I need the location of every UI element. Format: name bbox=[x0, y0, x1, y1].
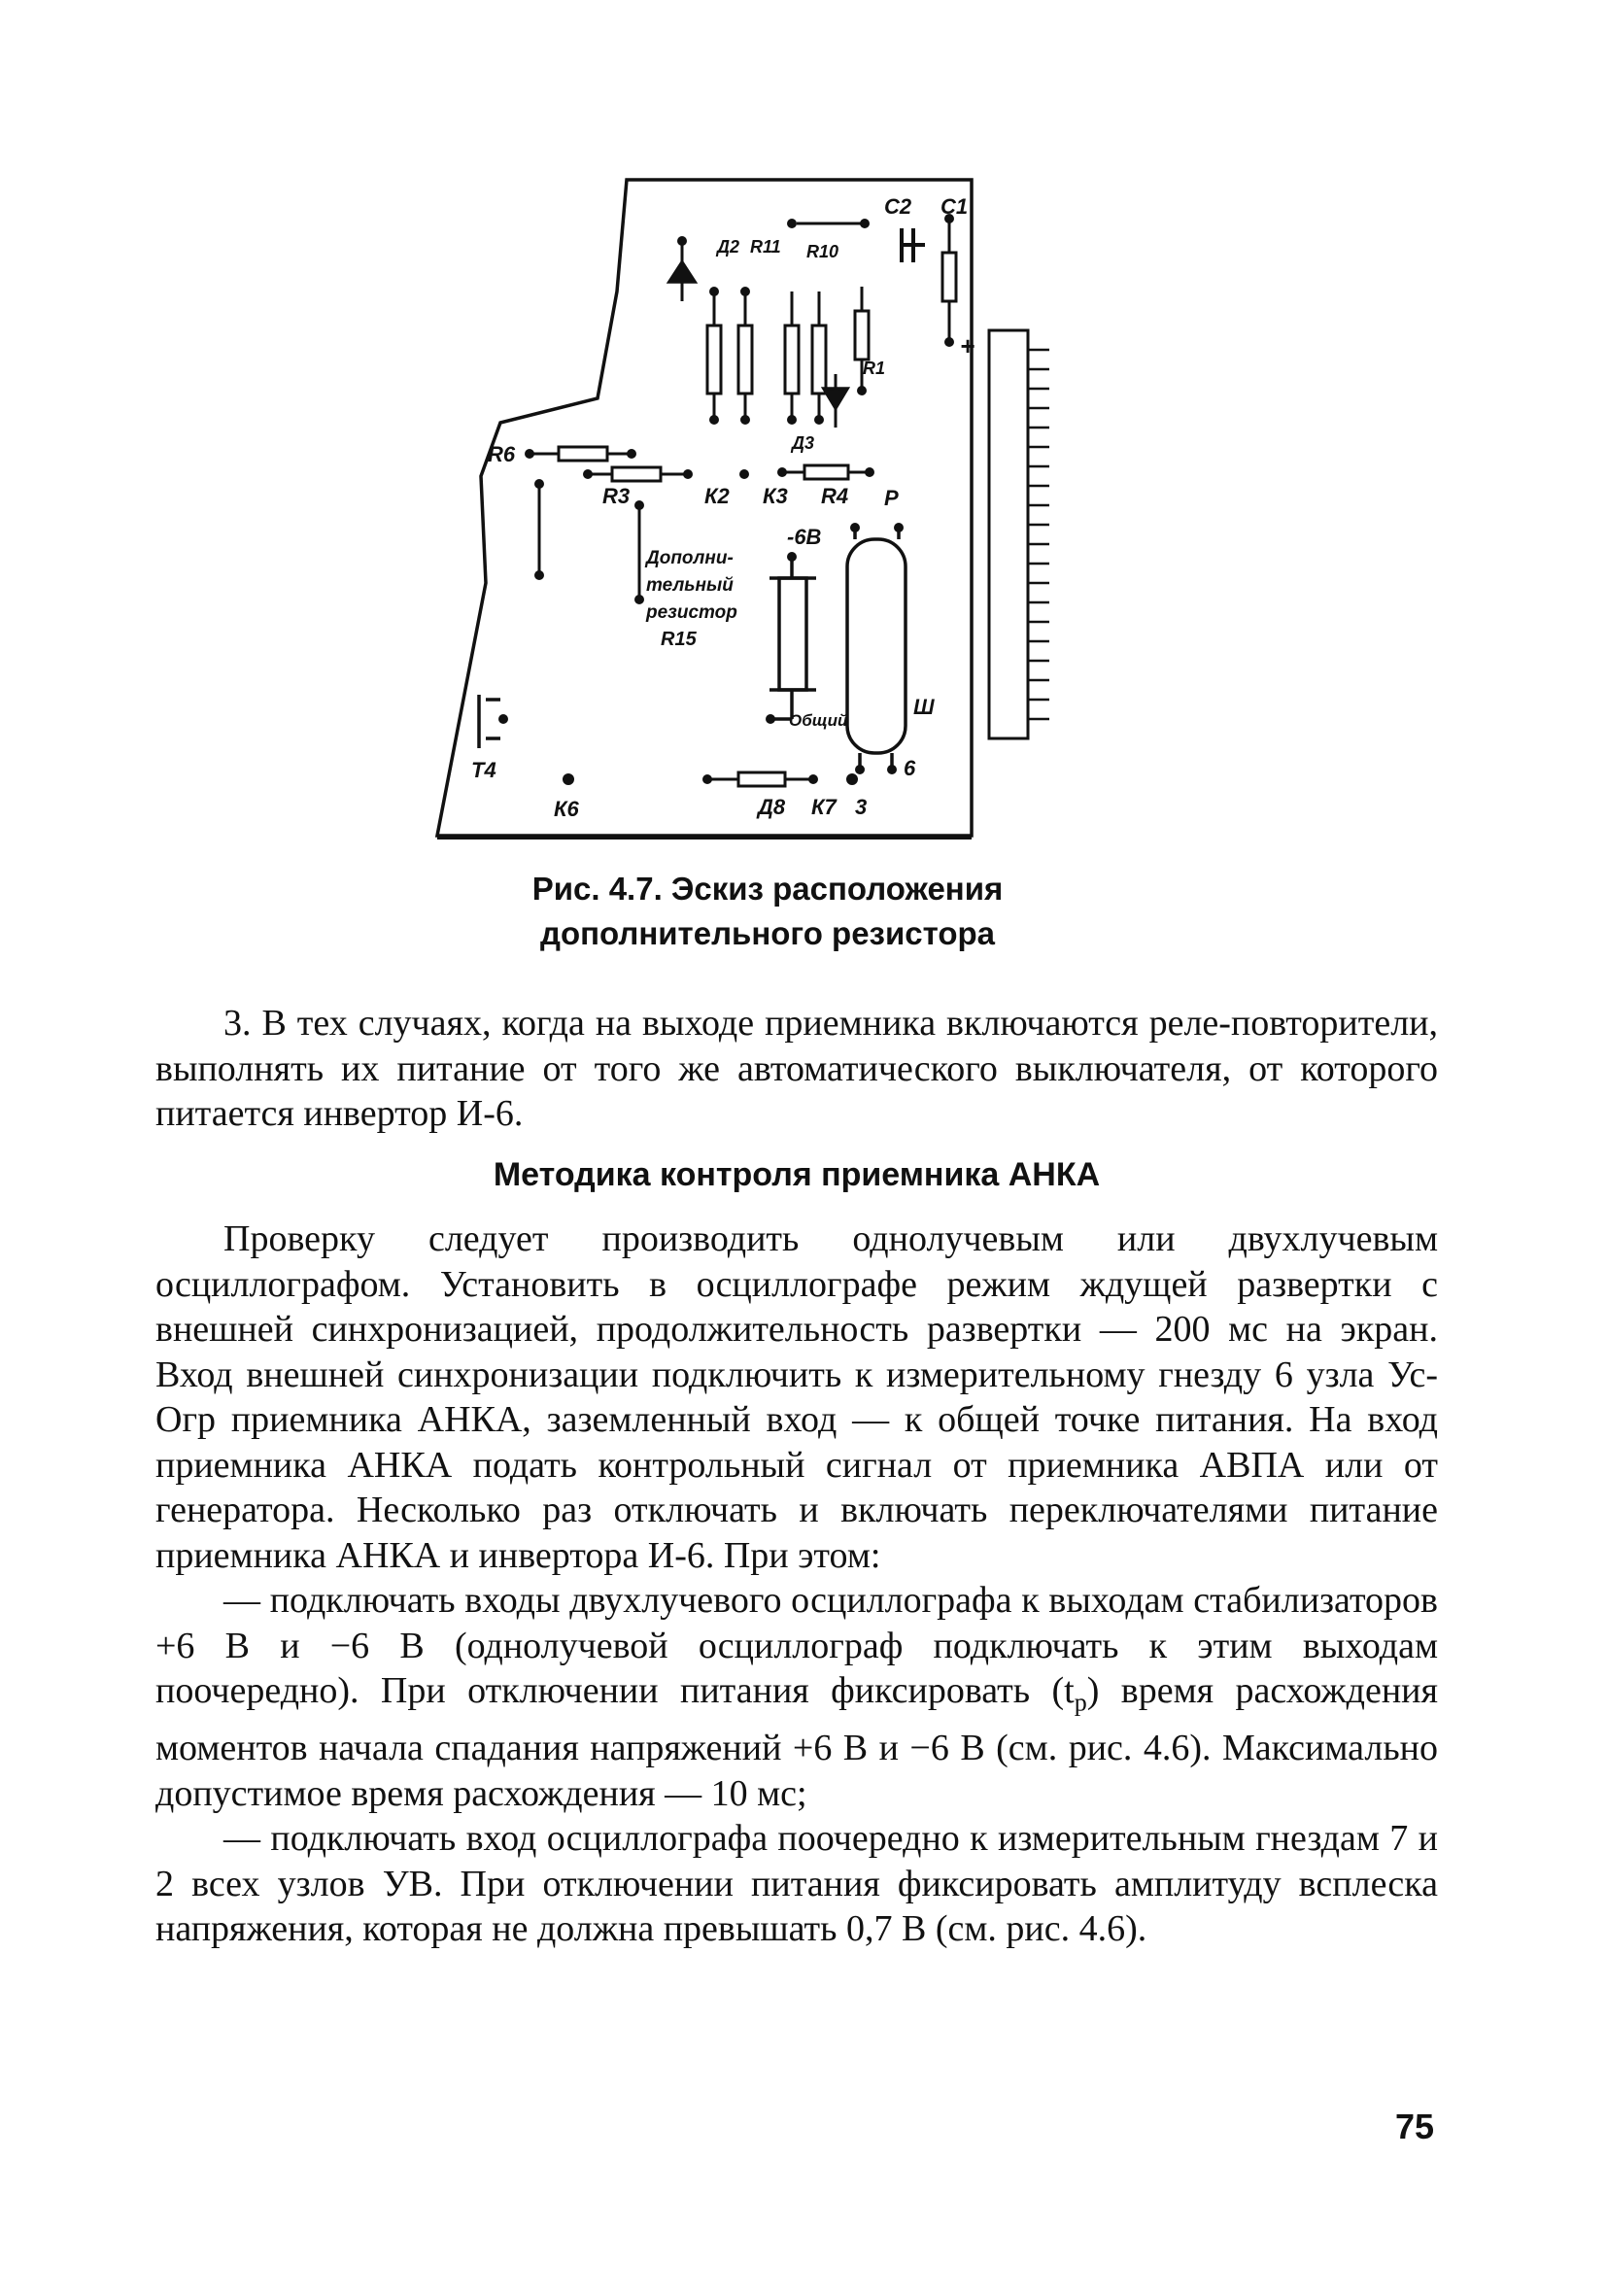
label-r4: R4 bbox=[821, 484, 849, 508]
label-r11: R11 bbox=[750, 237, 781, 257]
main-text-block bbox=[155, 1217, 1438, 1952]
paragraph-3-before: — подключать входы двухлучевого осциллографа к выходам стабилизаторов +6 В и −6 В (однолучевой осциллограф подключать к этим выходам поочередно). При отключении питания фиксировать (t bbox=[155, 1580, 1438, 1711]
transistor-t4 bbox=[479, 695, 500, 748]
label-t4: Т4 bbox=[471, 758, 496, 782]
label-k7: К7 bbox=[811, 795, 837, 819]
connector-pins bbox=[1028, 350, 1049, 719]
label-r1: R1 bbox=[863, 359, 886, 378]
label-r15: R15 bbox=[661, 629, 697, 650]
label-r6: R6 bbox=[488, 442, 516, 466]
paragraph-4: — подключать вход осциллографа поочередно к измерительным гнездам 7 и 2 всех узлов УВ. При отключении питания фиксировать амплитуду всплеска напряжения, которая не должна превышать 0,7 В (см. рис. 4.6). bbox=[155, 1818, 1438, 1950]
circuit-board-figure bbox=[427, 165, 1049, 865]
paragraph-3 bbox=[155, 1578, 1438, 1816]
capacitor-c2 bbox=[902, 228, 925, 262]
label-c1: C1 bbox=[940, 194, 969, 219]
caption-line-2: дополнительного резистора bbox=[540, 915, 995, 951]
connector bbox=[989, 330, 1028, 738]
diode-d3 bbox=[824, 374, 847, 428]
label-six: 6 bbox=[904, 756, 916, 780]
label-k2: К2 bbox=[704, 484, 730, 508]
caption-line-1: Рис. 4.7. Эскиз расположения bbox=[531, 871, 1004, 907]
label-resistor-3: резистор bbox=[646, 602, 737, 623]
label-d3: Д3 bbox=[792, 433, 815, 453]
label-resistor-1: Дополни- bbox=[646, 548, 734, 568]
paragraph-3-after: ) время расхождения моментов начала спадания напряжений +6 В и −6 В (см. рис. 4.6). Максимально допустимое время расхождения — 10 мс; bbox=[155, 1670, 1438, 1814]
circuit-board-sketch bbox=[427, 165, 1049, 865]
label-k6: К6 bbox=[554, 797, 579, 821]
section-heading: Методика контроля приемника АНКА bbox=[493, 1156, 1101, 1193]
label-three: 3 bbox=[855, 795, 868, 819]
label-k3: К3 bbox=[763, 484, 788, 508]
diode-d2 bbox=[669, 243, 695, 301]
label-resistor-2: тельный bbox=[646, 575, 734, 596]
label-plus: + bbox=[960, 331, 975, 360]
paragraph-2: Проверку следует производить однолучевым или двухлучевым осциллографом. Установить в осциллографе режим ждущей развертки с внешней синхронизацией, продолжительность развертки — 200 мс на экран. Вход внешней синхронизации подключить к измерительному гнезду 6 узла Ус-Огр приемника АНКА, заземленный вход — к общей точке питания. На вход приемника АНКА подать контрольный сигнал от приемника АВПА или от генератора. Несколько раз отключать и включать переключателями питание приемника АНКА и инвертора И-6. При этом: bbox=[155, 1218, 1438, 1576]
label-p: Р bbox=[884, 486, 899, 510]
diode-d8 bbox=[709, 772, 811, 786]
label-d2: Д2 bbox=[717, 237, 740, 257]
figure-caption bbox=[408, 867, 1127, 956]
label-d8: Д8 bbox=[758, 795, 786, 819]
label-r10: R10 bbox=[806, 242, 839, 261]
paragraph-3-subscript: р bbox=[1074, 1688, 1087, 1717]
resistor-r15 bbox=[769, 559, 816, 719]
paragraph-1-block bbox=[155, 1001, 1438, 1137]
label-c2: C2 bbox=[884, 194, 912, 219]
label-r3: R3 bbox=[602, 484, 631, 508]
label-minus6v: -6В bbox=[787, 525, 822, 549]
relay-p bbox=[847, 530, 906, 768]
label-common: Общий bbox=[789, 711, 848, 730]
paragraph-1: 3. В тех случаях, когда на выходе приемника включаются реле-повторители, выполнять их питание от того же автоматического выключателя, от которого питается инвертор И-6. bbox=[155, 1003, 1438, 1134]
page-number: 75 bbox=[1394, 2107, 1434, 2146]
label-sh: Ш bbox=[913, 695, 935, 719]
